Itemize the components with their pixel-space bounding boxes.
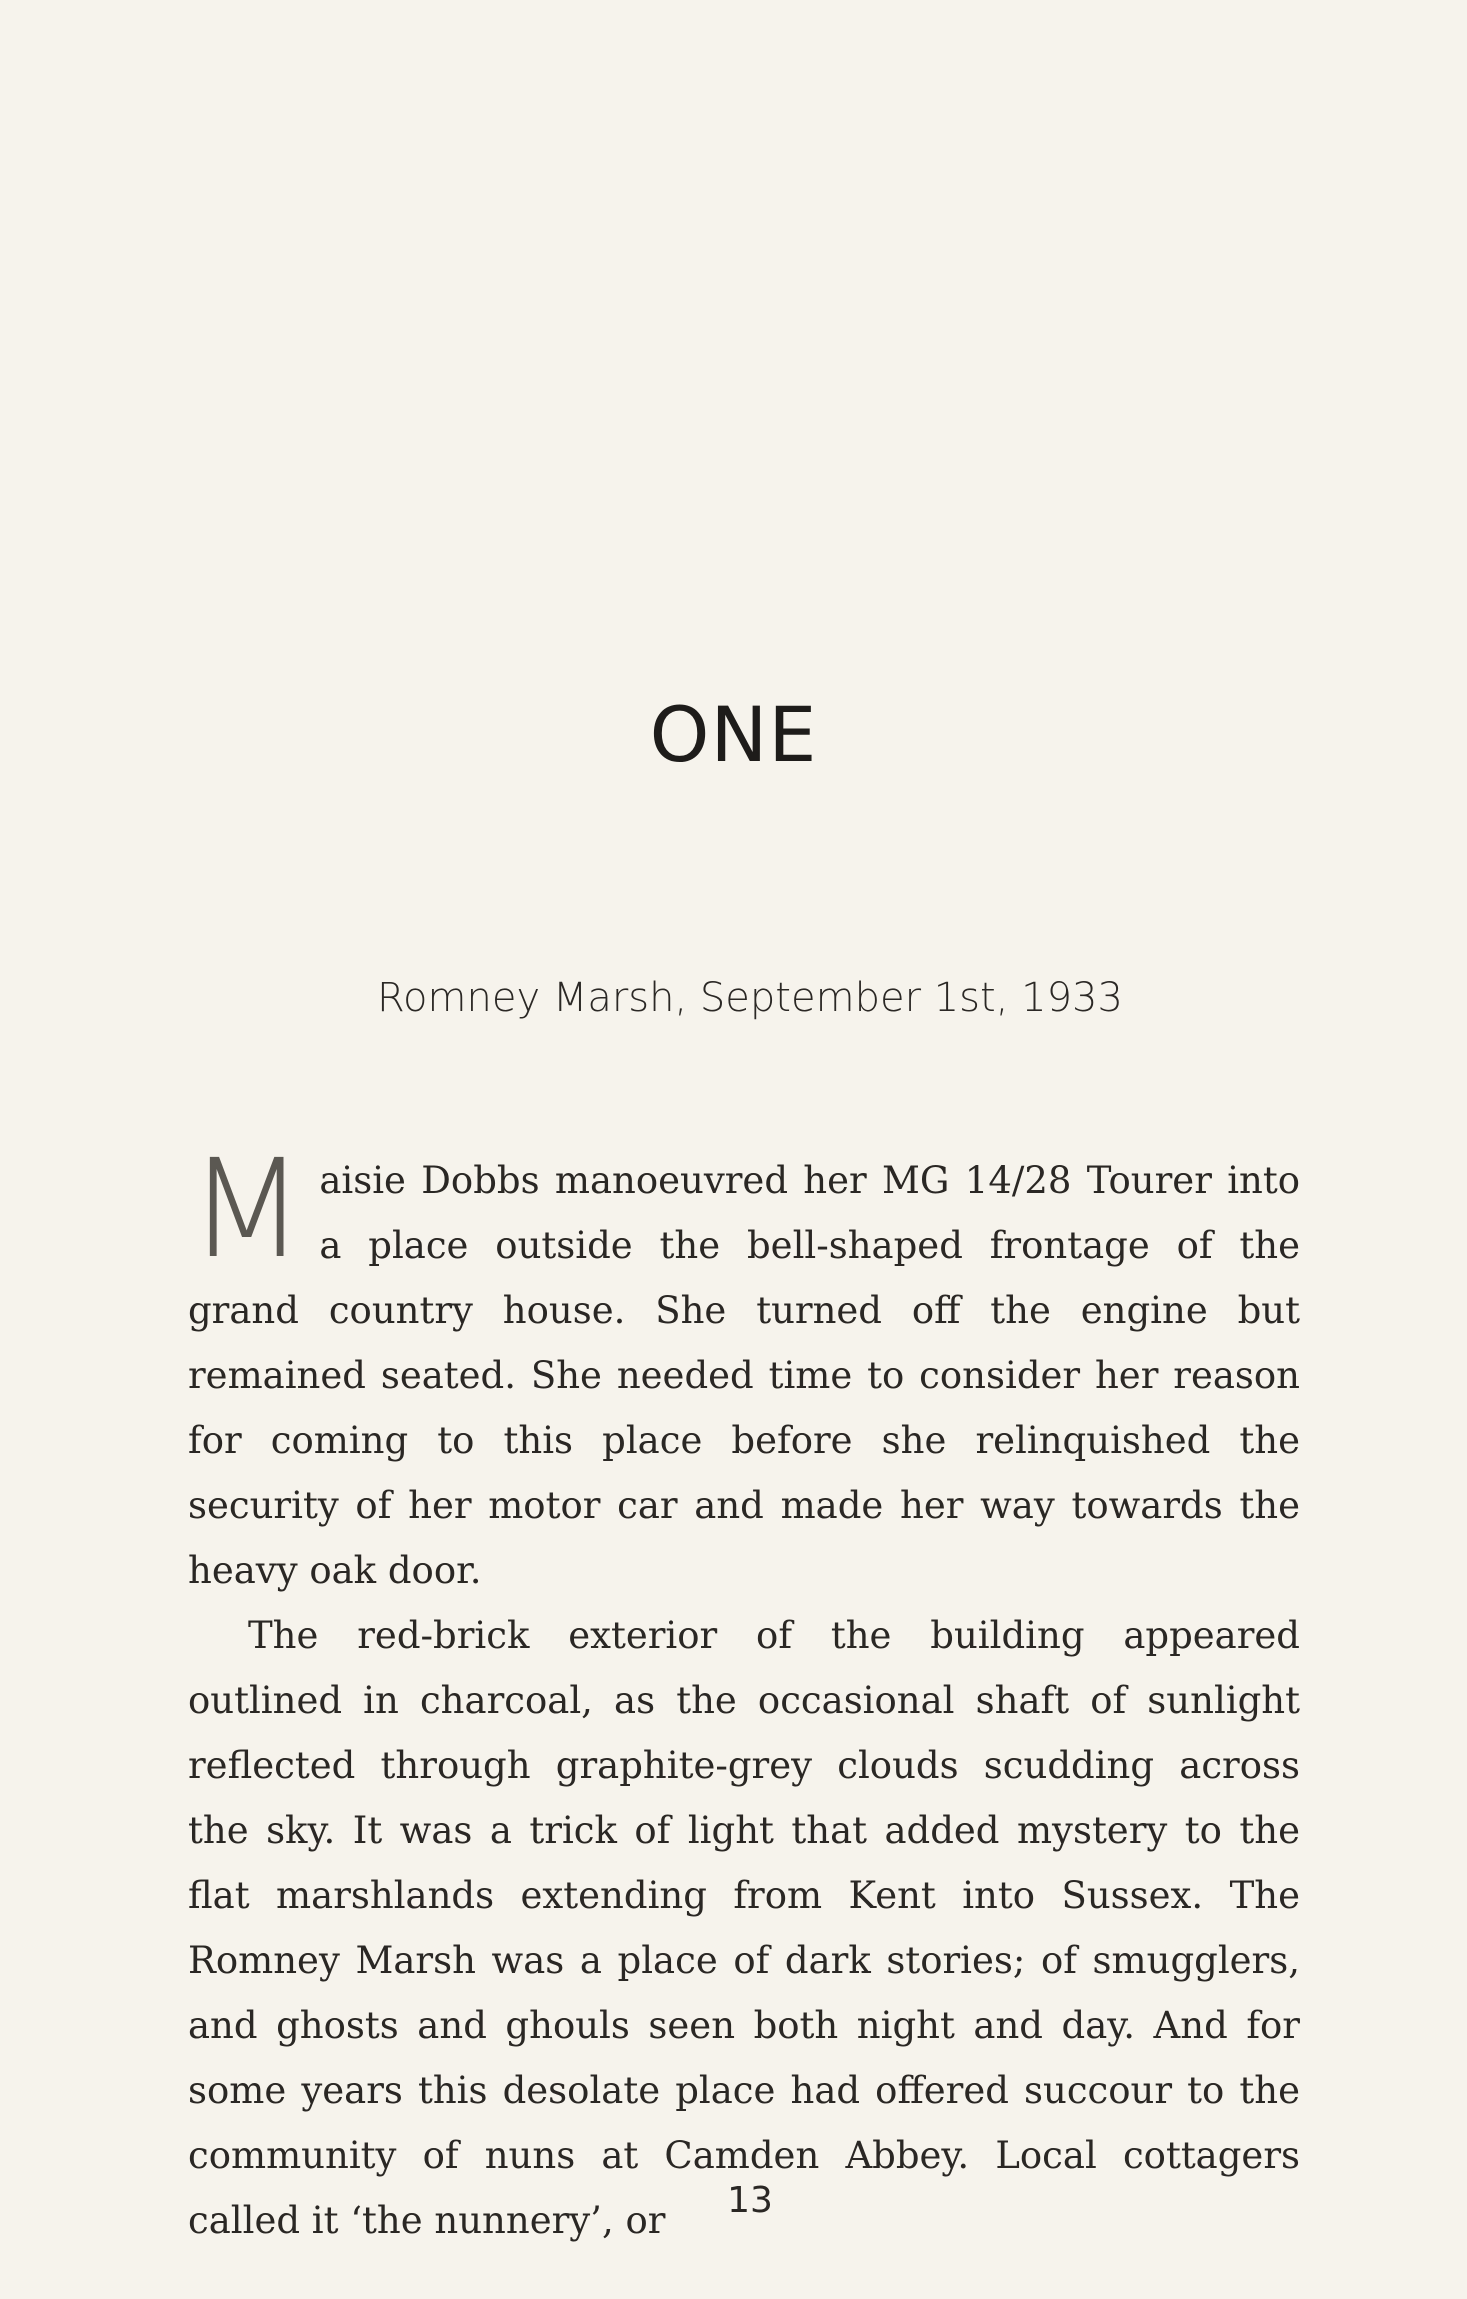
drop-cap: M	[188, 1131, 306, 1289]
page-number: 13	[727, 2180, 773, 2221]
chapter-subtitle: Romney Marsh, September 1st, 1933	[377, 975, 1123, 1021]
chapter-title: ONE	[649, 690, 818, 779]
paragraph-1	[188, 1131, 1300, 1603]
body-text	[188, 1131, 1300, 2253]
paragraph-2: The red-brick exterior of the building appeared outlined in charcoal, as the occasional shaft of sunlight reflected through graphite-grey clouds scudding across the sky. It was a trick of light that added mystery to the flat marshlands extending from Kent into Sussex. The Romney Marsh was a place of dark stories; of smugglers, and ghosts and ghouls seen both night and day. And for some years this desolate place had offered succour to the community of nuns at Camden Abbey. Local cottagers called it ‘the nunnery’, or	[188, 1614, 1300, 2242]
paragraph-1-text: aisie Dobbs manoeuvred her MG 14/28 Tourer into a place outside the bell-shaped frontage of the grand country house. She turned off the engine but remained seated. She needed time to consider her reason for coming to this place before she relinquished the security of her motor car and made her way towards the heavy oak door.	[188, 1159, 1300, 1592]
